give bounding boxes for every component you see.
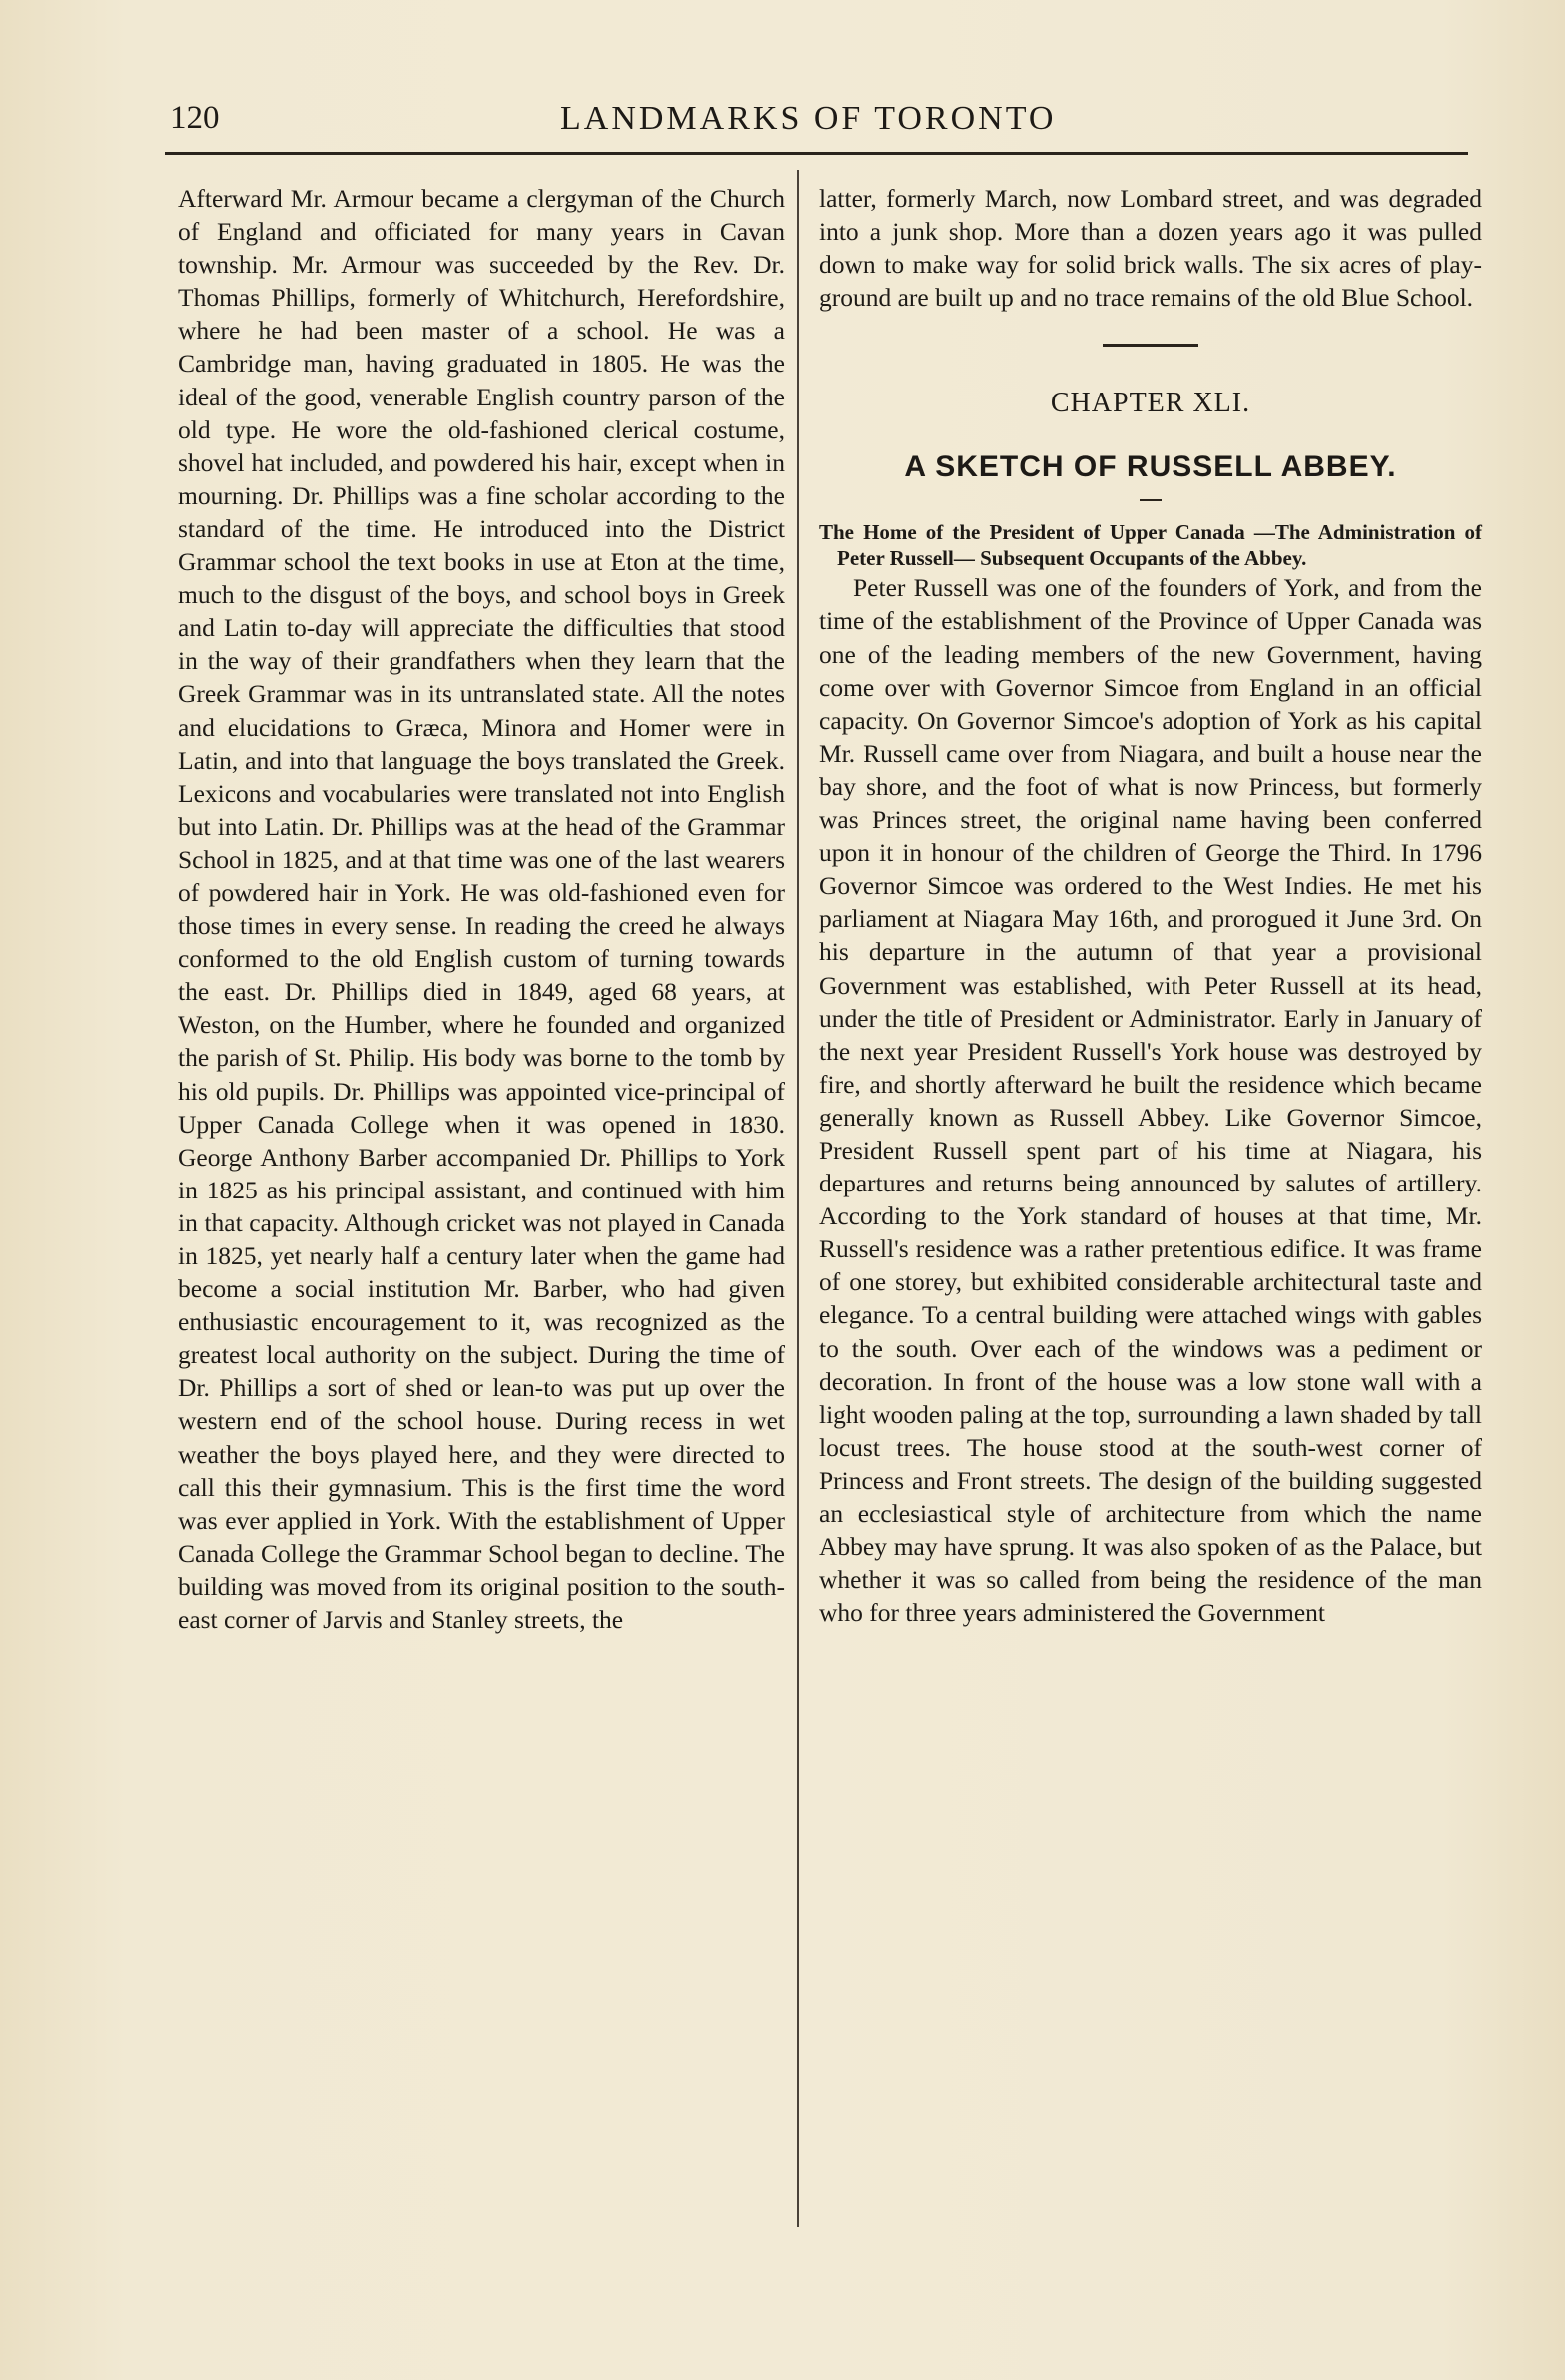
section-break-rule [1103,344,1198,347]
page-number: 120 [170,100,220,136]
chapter-paragraph: Peter Russell was one of the founders of York, and from the time of the establishment of the Province of Upper Canada was one of the leading members of the new Government, having come over with Governor Simcoe from England in an official capacity. On Governor Simcoe's adoption of York as his capital Mr. Russell came over from Niagara, and built a house near the bay shore, and the foot of what is now Princess, but formerly was Princes street, the original name having been conferred upon it in honour of the children of George the Third. In 1796 Governor Simcoe was ordered to the West Indies. He met his parliament at Niagara May 16th, and prorogued it June 3rd. On his departure in the autumn of that year a provisional Government was established, with Peter Russell at its head, under the title of President or Administrator. Early in January of the next year President Russell's York house was destroyed by fire, and shortly afterward he built the residence which became generally known as Russell Abbey. Like Governor Simcoe, President Russell spent part of his time at Niagara, his departures and returns being announced by salutes of artillery. According to the York standard of houses at that time, Mr. Russell's residence was a rather pretentious edifice. It was frame of one storey, but exhibited considerable architectural taste and elegance. To a central building were attached wings with gables to the south. Over each of the windows was a pediment or decoration. In front of the house was a low stone wall with a light wooden paling at the top, surrounding a lawn shaded by tall locust trees. The house stood at the south-west corner of Princess and Front streets. The design of the building suggested an ecclesiastical style of architecture from which the name Abbey may have sprung. It was also spoken of as the Palace, but whether it was so called from being the residence of the man who for three years administered the Government [819,573,1482,1628]
running-title: LANDMARKS OF TORONTO [560,100,1057,137]
header-rule [165,152,1468,155]
chapter-synopsis: The Home of the President of Upper Canada —The Administration of Peter Russell— Subsequent Occupants of the Abbey. [819,520,1482,571]
left-column [178,182,785,1636]
title-dash [1140,499,1162,501]
chapter-number: CHAPTER XLI. [1050,388,1251,419]
left-column-paragraph: Afterward Mr. Armour became a clergyman of the Church of England and officiated for many years in Cavan township. Mr. Armour was succeeded by the Rev. Dr. Thomas Phillips, formerly of Whitchurch, Herefordshire, where he had been master of a school. He was a Cambridge man, having graduated in 1805. He was the ideal of the good, venerable English country parson of the old type. He wore the old-fashioned clerical costume, shovel hat included, and powdered his hair, except when in mourning. Dr. Phillips was a fine scholar according to the standard of the time. He introduced into the District Grammar school the text books in use at Eton at the time, much to the disgust of the boys, and school boys in Greek and Latin to-day will appreciate the difficulties that stood in the way of their grandfathers when they learn that the Greek Grammar was in its untranslated state. All the notes and elucidations to Græca, Minora and Homer were in Latin, and into that language the boys translated the Greek. Lexicons and vocabularies were translated not into English but into Latin. Dr. Phillips was at the head of the Grammar School in 1825, and at that time was one of the last wearers of powdered hair in York. He was old-fashioned even for those times in every sense. In reading the creed he always conformed to the old English custom of turning towards the east. Dr. Phillips died in 1849, aged 68 years, at Weston, on the Humber, where he founded and organized the parish of St. Philip. His body was borne to the tomb by his old pupils. Dr. Phillips was appointed vice-principal of Upper Canada College when it was opened in 1830. George Anthony Barber accompanied Dr. Phillips to York in 1825 as his principal assistant, and continued with him in that capacity. Although cricket was not played in Canada in 1825, yet nearly half a century later when the game had become a social institution Mr. Barber, who had given enthusiastic encouragement to it, was recognized as the greatest local authority on the subject. During the time of Dr. Phillips a sort of shed or lean-to was put up over the western end of the school house. During recess in wet weather the boys played here, and they were directed to call this their gymnasium. This is the first time the word was ever applied in York. With the establishment of Upper Canada College the Grammar School began to decline. The building was moved from its original position to the south-east corner of Jarvis and Stanley streets, the [178,184,785,1635]
page-header [165,100,1468,148]
right-column-continuation: latter, formerly March, now Lombard street, and was degraded into a junk shop. More than a dozen years ago it was pulled down to make way for solid brick walls. The six acres of play-ground are built up and no trace remains of the old Blue School. [819,184,1482,313]
right-column [819,182,1482,1629]
column-divider [797,170,799,2227]
chapter-title: A SKETCH OF RUSSELL ABBEY. [904,450,1397,484]
